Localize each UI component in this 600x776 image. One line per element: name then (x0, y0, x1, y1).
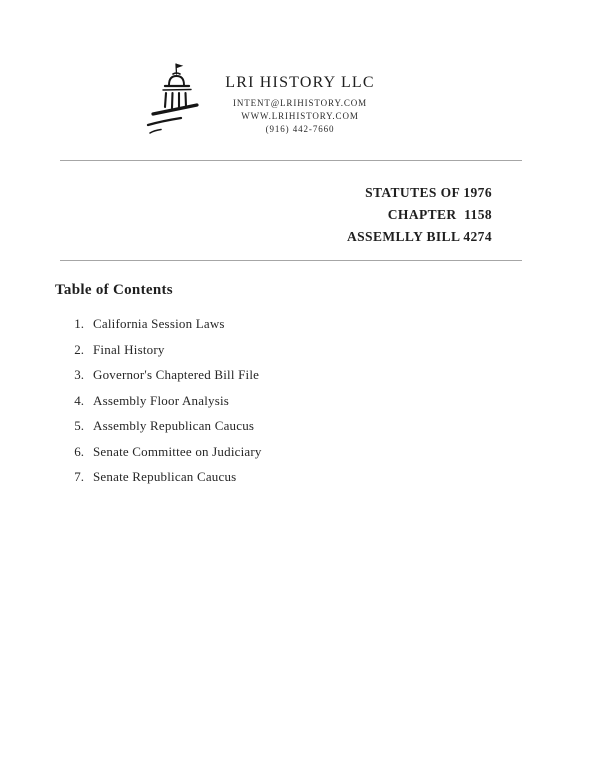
toc-item-7 (69, 469, 600, 495)
statutes-line: STATUTES OF 1976 (365, 185, 492, 200)
toc-item-number: 2. (74, 341, 84, 357)
toc-item-2 (69, 342, 600, 368)
toc-item-number: 4. (74, 392, 84, 408)
chapter-line: CHAPTER 1158 (387, 207, 492, 222)
toc-item-label: Final History (93, 341, 165, 357)
company-website: WWW.LRIHISTORY.COM (241, 111, 359, 121)
toc-item-number: 7. (74, 469, 84, 484)
toc-item-number: 6. (74, 443, 84, 459)
toc-item-label: Senate Committee on Judiciary (93, 443, 262, 459)
toc-item-label: Assembly Republican Caucus (93, 418, 255, 433)
toc-item-number: 1. (74, 316, 84, 331)
company-phone: (916) 442-7660 (265, 124, 335, 134)
toc-item-number: 5. (74, 418, 84, 433)
toc-item-label: Senate Republican Caucus (93, 469, 237, 484)
toc-item-label: Governor's Chaptered Bill File (93, 367, 260, 382)
company-email: INTENT@LRIHISTORY.COM (232, 98, 368, 108)
toc-list (0, 316, 600, 495)
toc-item-label: Assembly Floor Analysis (93, 392, 230, 408)
toc-item-3 (69, 367, 600, 393)
toc-item-1 (69, 316, 600, 342)
letterhead (0, 0, 600, 160)
toc-item-4 (69, 393, 600, 419)
divider-bottom (60, 260, 522, 261)
toc-item-5 (69, 418, 600, 444)
toc-item-label: California Session Laws (93, 316, 225, 331)
toc-item-number: 3. (74, 367, 84, 382)
toc-title: Table of Contents (55, 282, 173, 298)
bill-line: ASSEMLLY BILL 4274 (346, 229, 492, 244)
letterhead-text (0, 74, 600, 136)
divider-top (60, 160, 522, 161)
toc-item-6 (69, 444, 600, 470)
document-reference-block (0, 182, 600, 248)
company-name: LRI HISTORY LLC (225, 74, 375, 91)
